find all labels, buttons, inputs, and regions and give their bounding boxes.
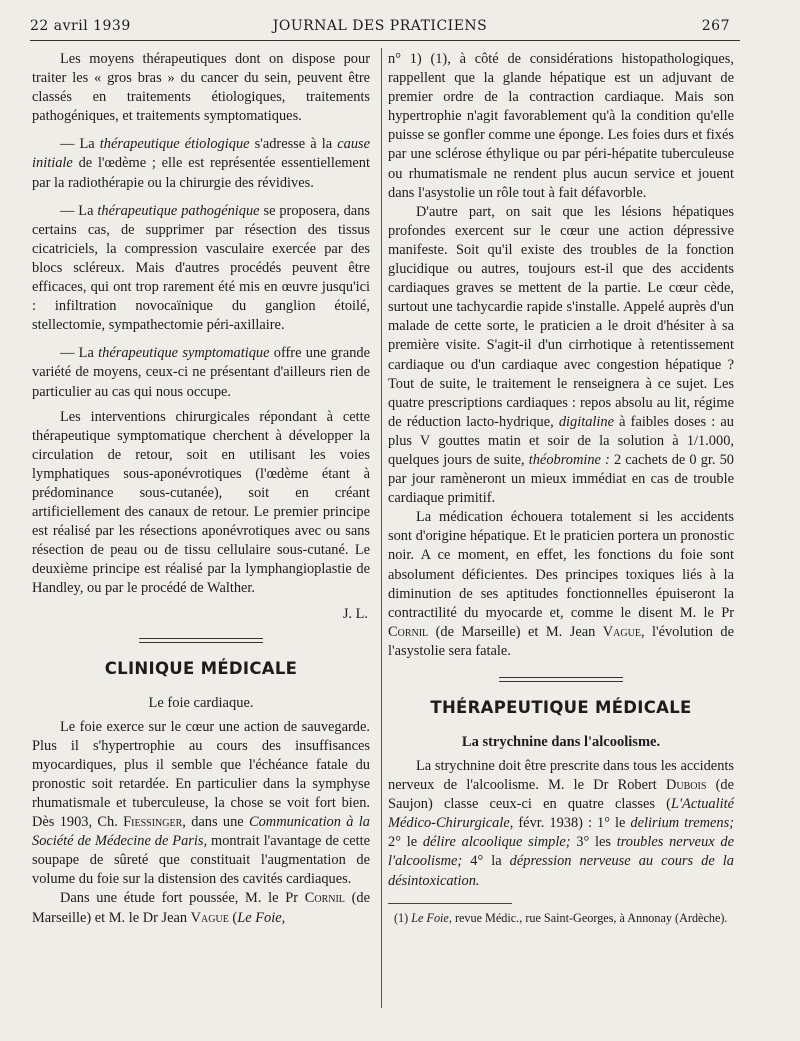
section-title: THÉRAPEUTIQUE MÉDICALE bbox=[430, 698, 692, 717]
paragraph: n° 1) (1), à côté de considérations histopathologiques, rappellent que la glande hépatique est un adjuvant de premier ordre de la contraction cardiaque. Mais son hypertrophie n'agit favorablement qu'à la condition qu'elle puisse se gonfler comme une éponge. Les foies durs et fixés par une sclérose éthylique ou par péri-hépatite tuberculeuse ou rhumatismale ne rendent plus aucun service et jouent dans l'asystolie un rôle tout à fait défavorble. bbox=[388, 51, 734, 201]
paragraph: — La thérapeutique symptomatique offre une grande variété de moyens, ceux-ci ne présentant d'ailleurs rien de particulier au cas qui nous occupe. bbox=[32, 345, 370, 400]
paragraph: Dans une étude fort poussée, M. le Pr Cornil (de Marseille) et M. le Dr Jean Vague (Le Foie, bbox=[32, 890, 370, 926]
paragraph: La médication échouera totalement si les accidents sont d'origine hépatique. Et le praticien portera un pronostic noir. A ce moment, en effet, les fonctions du foie sont absolument déficientes. Des principes toxiques liés à la diminution de ses aptitudes fonctionnelles épuiseront la contractilité du myocarde et, comme le disent M. le Pr Cornil (de Marseille) et M. Jean Vague, l'évolution de l'asystolie sera fatale. bbox=[388, 509, 735, 659]
article-title: La strychnine dans l'alcoolisme. bbox=[461, 734, 661, 750]
section-divider bbox=[139, 638, 263, 643]
column-divider bbox=[381, 48, 382, 1008]
footnote-rule bbox=[388, 903, 512, 904]
paragraph: — La thérapeutique étiologique s'adresse à la cause initiale de l'œdème ; elle est représentée essentiellement par la radiothérapie ou la chirurgie des révidives. bbox=[32, 136, 370, 191]
paragraph: — La thérapeutique pathogénique se proposera, dans certains cas, de supprimer par résection des tissus cicatriciels, la compression vasculaire exercée par des blocs scléreux. Mais d'autres procédés peuvent être efficaces, qui ont trop rarement été mis en œuvre jusqu'ici : infiltration novocaïnique du ganglion étoilé, stellectomie, sympathectomie péri-axillaire. bbox=[32, 202, 370, 334]
running-header bbox=[30, 14, 730, 38]
signature: J. L. bbox=[342, 605, 368, 622]
header-rule bbox=[30, 40, 740, 41]
paragraph: Les moyens thérapeutiques dont on dispose pour traiter les « gros bras » du cancer du sein, peuvent être classés en traitements étiologiques, traitements pathogéniques, et traitements symptomatiques. bbox=[32, 51, 370, 125]
paragraph: Les interventions chirurgicales répondant à cette thérapeutique symptomatique cherchent à développer la circulation de retour, soit en utilisant les voies lymphatiques sous-aponévrotiques (l'œdème étant à prédominance sous-cutanée), soit en créant artificiellement des canaux de retour. Le premier principe est réalisé par les résections aponévrotiques avec ou sans résection de peau ou de tissu cellulaire sous-cutané. Le deuxième principe est réalisé par la lymphangioplastie de Handley, ou par le procédé de Walther. bbox=[32, 408, 370, 597]
page-number: 267 bbox=[701, 18, 730, 34]
paragraph: Le foie exerce sur le cœur une action de sauvegarde. Plus il s'hypertrophie au cours des insuffisances myocardiques, plus il semble que l'échéance fatale du pronostic soit retardée. En particulier dans la symphyse rhumatismale et tuberculeuse, la chose se voit fort bien. Dès 1903, Ch. Fiessinger, dans une Communication à la Société de Médecine de Paris, montrait l'avantage de cette soupape de sûreté que constituait l'augmentation de volume du foie sur la distension des cavités cardiaques. bbox=[32, 718, 370, 888]
paragraph: La strychnine doit être prescrite dans tous les accidents nerveux de l'alcoolisme. M. le Dr Robert Dubois (de Saujon) classe ceux-ci en quatre classes (L'Actualité Médico-Chirurgicale, févr. 1938) : 1° le delirium tremens; 2° le délire alcoolique simple; 3° les troubles nerveux de l'alcoolisme; 4° la dépression nerveuse au cours de la désintoxication. bbox=[388, 758, 734, 889]
article-title: Le foie cardiaque. bbox=[148, 694, 254, 711]
paragraph: D'autre part, on sait que les lésions hépatiques profondes exercent sur le cœur une action dépressive manifeste. Soit qu'il existe des troubles de la fonction glucidique ou autres, toujours est-il que des accidents cardiaques graves se mettent de la partie. Le cœur cède, surtout une tachycardie rapide s'installe. Appelé auprès d'un malade de cette sorte, le praticien a le droit d'hésiter à sa première visite. S'agit-il d'un cirrhotique à retentissement cardiaque ou d'un cardiaque avec congestion hépatique ? Tout de suite, le traitement le renseignera à ce sujet. Les quatre prescriptions cardiaques : repos absolu au lit, régime de réduction lacto-hydrique, digitaline à faibles doses : au plus V gouttes matin et soir de la solution à 1/1.000, quelques jours de suite, théobromine : 2 cachets de 0 gr. 50 par jour ramèneront un mieux immédiat en cas de trouble cardiaque primitif. bbox=[388, 203, 734, 507]
section-divider bbox=[499, 677, 623, 682]
footnote: (1) Le Foie, revue Médic., rue Saint-Georges, à Annonay (Ardèche). bbox=[394, 910, 728, 925]
left-column bbox=[32, 50, 370, 928]
issue-date: 22 avril 1939 bbox=[30, 18, 131, 34]
journal-title: JOURNAL DES PRATICIENS bbox=[272, 18, 488, 34]
section-title: CLINIQUE MÉDICALE bbox=[104, 658, 298, 678]
right-column bbox=[388, 50, 734, 926]
